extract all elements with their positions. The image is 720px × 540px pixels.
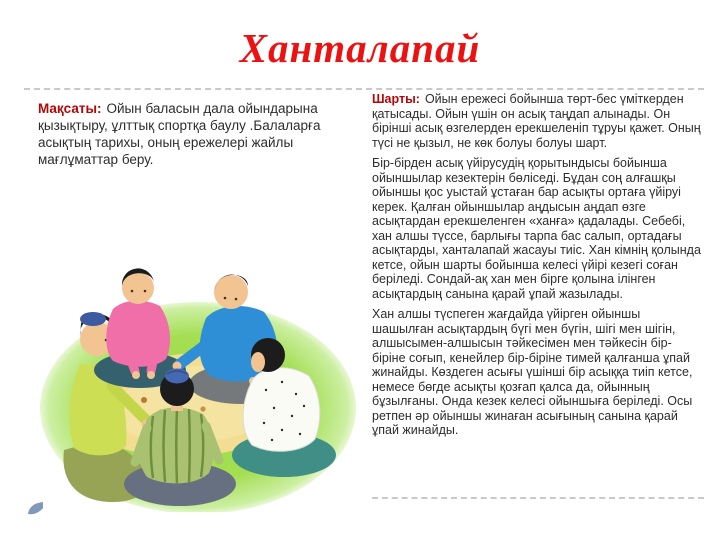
goal-textbox	[38, 101, 360, 175]
bottom-dashed-divider	[372, 497, 704, 499]
rules-paragraph-3: Хан алшы түспеген жағдайда үйірген ойыншы шашылған асықтардың бүгі мен бүгін, шігі мен шігін, алшысымен-алшысын тәйкесімен мен тәйкесін бір-біріне соғып, кенейлер бір-біріне тимей қалғанша ұпай жинайды. Көздеген асығы үшінші бір асыққа тиіп кетсе, немесе бөгде асықты қозғап қалса да, ойынның бұзылғаны. Онда кезек келесі ойыншыға беріледі. Осы ретпен әр ойыншы жинаған асығының санына қарай ұпай жинайды.	[372, 307, 693, 437]
slide-title: Ханталапай	[239, 25, 481, 71]
children-playing-asyk-illustration	[34, 258, 366, 512]
goal-paragraph	[38, 101, 360, 169]
goal-text: Ойын баласын дала ойындарына қызықтыру, ұлттық спортқа баулу .Балаларға асықтың тарихы, оның ережелері жайлы мағлұматтар беру.	[38, 101, 321, 167]
illustration-canvas	[34, 258, 366, 512]
rules-textbox	[372, 92, 702, 444]
top-dashed-divider	[24, 88, 704, 90]
goal-label: Мақсаты:	[38, 101, 102, 116]
corner-accent-shape	[27, 501, 45, 517]
rules-paragraph-2: Бір-бірден асық үйірусудің қорытындысы бойынша ойыншылар кезектерін бөліседі. Бұдан соң алғашқы ойыншы қос уыстай ұстаған бар асықты ортаға үйіруі керек. Қалған ойыншылар аңдысын аңдап өзге асықтардан ерекшеленген «ханға» қадалады. Себебі, хан алшы түссе, барлығы тарпа бас салып, ортадағы асықтарды, ханталапай жасауы тиіс. Хан кімнің қолында кетсе, ойын шарты бойынша келесі үйірі кезегі соған беріледі. Сондай-ақ хан мен бірге қолына ілінген асықтардың санына қарай ұпай жазылады.	[372, 156, 701, 301]
rules-paragraph-1	[372, 92, 702, 150]
rules-label: Шарты:	[372, 92, 420, 106]
rules-text-1: Ойын ережесі бойынша төрт-бес үміткерден қатысады. Ойын үшін он асық таңдап алынады. Он бірінші асық өзгелерден ерекшеленіп тұруы қажет. Оның түсі не қызыл, не көк болуы болуы шарт.	[372, 92, 701, 150]
